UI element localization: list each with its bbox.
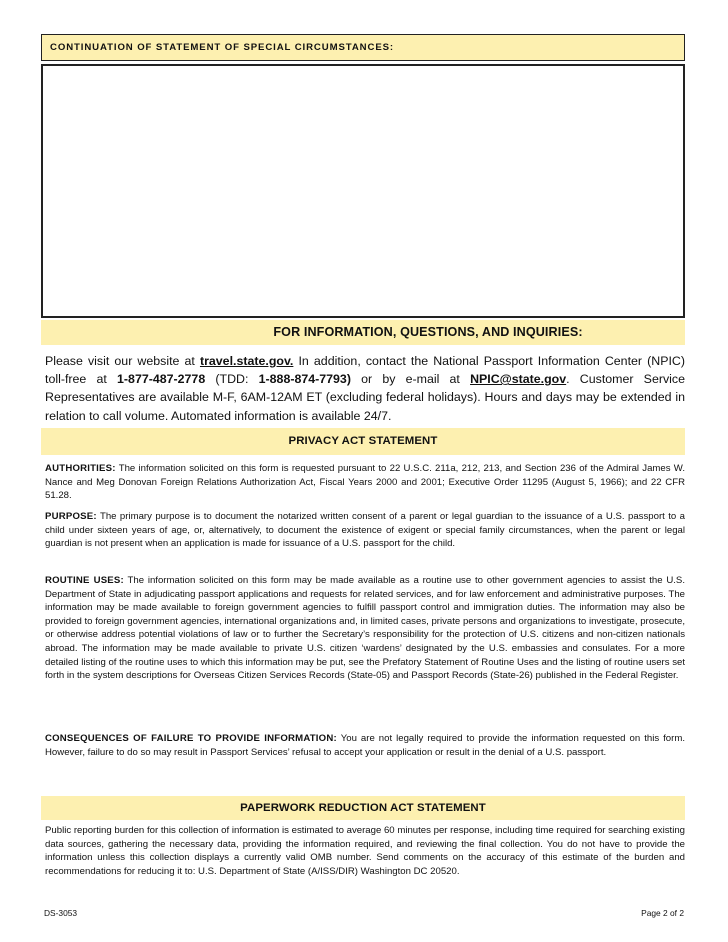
privacy-header: PRIVACY ACT STATEMENT xyxy=(288,435,438,447)
consequences-paragraph: CONSEQUENCES OF FAILURE TO PROVIDE INFORMATION: You are not legally required to provide the information requested on this form. However, failure to do so may result in Passport Services’ refusal to accept your application or result in the denial of a U.S. passport. xyxy=(45,733,685,758)
info-header: FOR INFORMATION, QUESTIONS, AND INQUIRIES: xyxy=(273,325,583,339)
routine-uses-paragraph: ROUTINE USES: The information solicited on this form may be made available as a routine use to other government agencies to assist the U.S. Department of State in adjudicating passport applications and requests for related services, and for law enforcement and administrative purposes. The information may be made available to foreign government agencies to fulfill passport control and immigration duties. The information may also be provided to foreign government agencies, international organizations and, in limited cases, private persons and organizations to investigate, prosecute, or otherwise address potential violations of law or to further the Secretary’s responsibility for the protection of U.S. citizens and non-citizen nationals abroad. The information may be made available to private U.S. citizen ‘wardens’ designated by the U.S. embassies and consulates. For a more detailed listing of the routine uses to which this information may be put, see the Prefatory Statement of Routine Uses and the listing of routine users set forth in the system descriptions for Overseas Citizen Services Records (State-05) and Passport Records (State-26) published in the Federal Register. xyxy=(45,575,685,682)
paperwork-header: PAPERWORK REDUCTION ACT STATEMENT xyxy=(240,802,486,814)
continuation-header: CONTINUATION OF STATEMENT OF SPECIAL CIRCUMSTANCES: xyxy=(50,42,395,53)
authorities-paragraph: AUTHORITIES: The information solicited on this form is requested pursuant to 22 U.S.C. 211a, 212, 213, and Section 236 of the Admiral James W. Nance and Meg Donovan Foreign Relations Authorization Act, Fiscal Years 2000 and 2001; Executive Order 11295 (August 5, 1966); and 22 CFR 51.28. xyxy=(45,463,685,502)
continuation-text-area[interactable] xyxy=(41,64,685,318)
authorities-label: AUTHORITIES: xyxy=(45,463,116,474)
info-header-band xyxy=(41,320,685,345)
info-paragraph: Please visit our website at travel.state.gov. In addition, contact the National Passport Information Center (NPIC) toll-free at 1-877-487-2778 (TDD: 1-888-874-7793) or by e-mail at NPIC@state.gov. Customer Service Representatives are available M-F, 6AM-12AM ET (excluding federal holidays). Hours and days may be extended in relation to call volume. Automated information is available 24/7. xyxy=(45,354,685,423)
website-link[interactable]: travel.state.gov. xyxy=(199,354,294,368)
consequences-label: CONSEQUENCES OF FAILURE TO PROVIDE INFORMATION: xyxy=(45,733,337,744)
email-link[interactable]: NPIC@state.gov xyxy=(470,372,567,387)
purpose-label: PURPOSE: xyxy=(45,511,97,522)
paperwork-paragraph: Public reporting burden for this collection of information is estimated to average 60 minutes per response, including time required for searching existing data sources, gathering the necessary data, providing the information required, and reviewing the final collection. You do not have to provide the information unless this collection displays a currently valid OMB number. Send comments on the accuracy of this estimate of the burden and recommendations for reducing it to: U.S. Department of State (A/ISS/DIR) Washington DC 20520. xyxy=(45,825,685,877)
tdd-phone: 1-888-874-7793) xyxy=(258,372,351,387)
form-number: DS-3053 xyxy=(44,908,78,918)
routine-uses-label: ROUTINE USES: xyxy=(45,575,124,586)
privacy-header-band xyxy=(41,428,685,455)
page-number: Page 2 of 2 xyxy=(641,908,684,918)
continuation-header-band xyxy=(41,34,685,61)
paperwork-header-band xyxy=(41,796,685,820)
npic-phone: 1-877-487-2778 xyxy=(117,372,206,387)
purpose-paragraph: PURPOSE: The primary purpose is to document the notarized written consent of a parent or legal guardian to the issuance of a U.S. passport to a child under sixteen years of age, or, alternatively, to document the existence of exigent or special family circumstances, when the parent or legal guardian is not present when an application is made for issuance of a U.S. passport for the child. xyxy=(45,511,685,550)
